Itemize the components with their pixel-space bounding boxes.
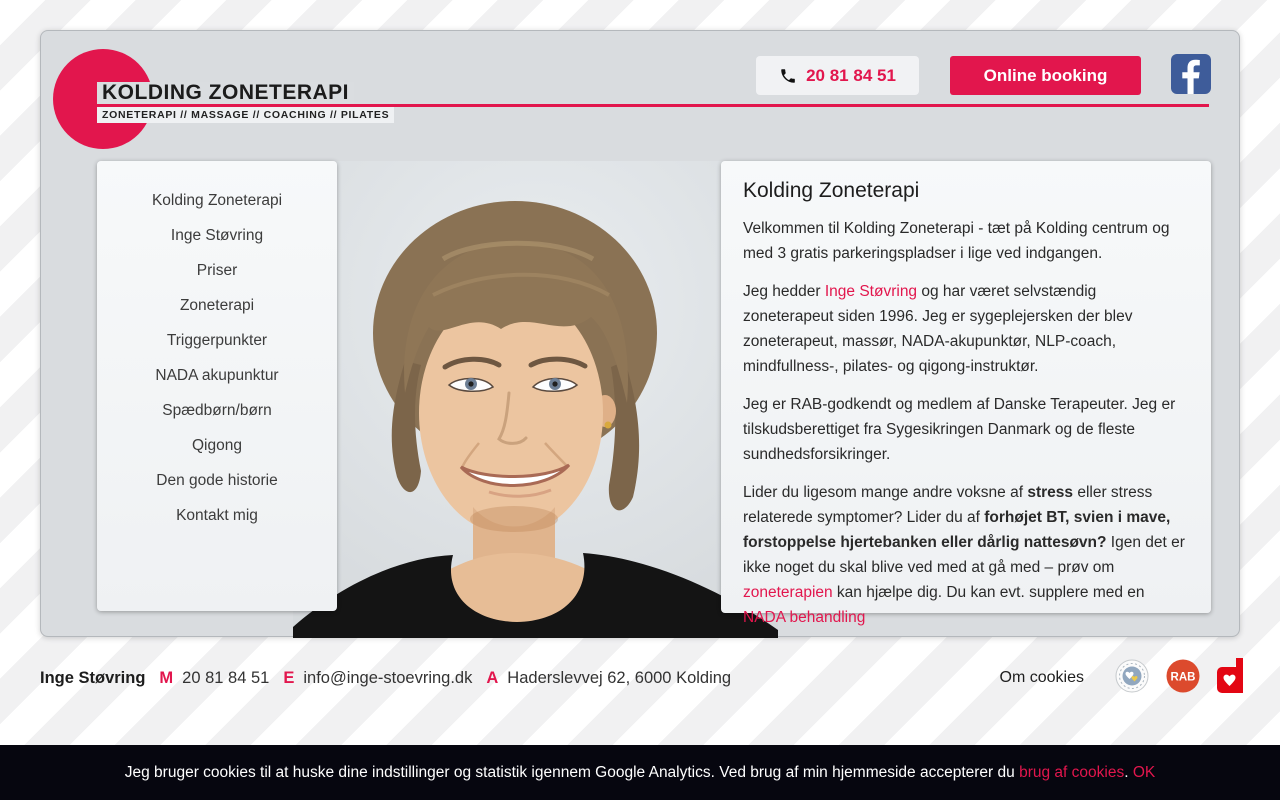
facebook-icon[interactable] xyxy=(1171,54,1211,94)
contact-name: Inge Støvring xyxy=(40,668,146,687)
text-segment: forhøjet BT, svien i mave, forstoppelse hjertebanken eller dårlig nattesøvn? xyxy=(743,509,1171,551)
address-label: A xyxy=(486,668,499,687)
text-segment: Igen det er ikke noget du skal blive ved med at gå med – prøv om xyxy=(743,534,1185,576)
online-booking-button[interactable]: Online booking xyxy=(950,56,1141,95)
text-link[interactable]: brug af cookies xyxy=(1019,763,1125,781)
text-segment: kan hjælpe dig. Du kan evt. supplere med en xyxy=(832,584,1145,601)
text-link[interactable]: NADA behandling xyxy=(743,609,866,626)
om-cookies-link[interactable]: Om cookies xyxy=(999,669,1084,686)
text-link[interactable]: zoneterapien xyxy=(743,584,833,601)
text-segment: Jeg er RAB-godkendt og medlem af Danske Terapeuter. Jeg er tilskudsberettiget fra Sygesikringen Danmark og de fleste sundhedsforsikringer. xyxy=(743,396,1176,463)
page-title: Kolding Zoneterapi xyxy=(743,179,920,202)
address-value: Haderslevvej 62, 6000 Kolding xyxy=(507,668,732,687)
site-logo-subtitle: ZONETERAPI // MASSAGE // COACHING // PILATES xyxy=(97,107,394,123)
text-segment: og har været selvstændig zoneterapeut siden 1996. Jeg er sygeplejersken der blev zoneterapeut, massør, NADA-akupunktør, NLP-coach, mindfullness-, pilates- og qigong-instruktør. xyxy=(743,283,1133,375)
sidebar-menu-item[interactable]: Qigong xyxy=(192,437,242,454)
cookie-banner xyxy=(0,745,1280,800)
text-segment: Lider du ligesom mange andre voksne af xyxy=(743,484,1028,501)
sidebar-menu-item[interactable]: Kontakt mig xyxy=(176,507,258,524)
text-segment: Velkommen til Kolding Zoneterapi - tæt på Kolding centrum og med 3 gratis parkeringspladser i lige ved indgangen. xyxy=(743,220,1170,262)
sidebar-menu-item[interactable]: Den gode historie xyxy=(156,472,278,489)
header-phone-number: 20 81 84 51 xyxy=(806,65,896,85)
contact-address xyxy=(486,669,731,688)
email-label: E xyxy=(283,668,295,687)
sidebar-menu-item[interactable]: Zoneterapi xyxy=(179,297,255,314)
cookie-banner-text xyxy=(125,764,1155,782)
sidebar-menu-item[interactable]: Triggerpunkter xyxy=(166,332,268,349)
email-value[interactable]: info@inge-stoevring.dk xyxy=(303,668,473,687)
text-segment: . xyxy=(1124,763,1133,781)
text-segment: Jeg bruger cookies til at huske dine indstillinger og statistik igennem Google Analytics. Ved brug af min hjemmeside accepterer du xyxy=(124,763,1020,781)
paragraph xyxy=(743,279,1187,379)
mobile-value: 20 81 84 51 xyxy=(182,668,270,687)
phone-icon xyxy=(779,67,797,85)
mobile-label: M xyxy=(159,668,174,687)
text-segment: stress xyxy=(1027,484,1074,501)
content-body xyxy=(743,216,1187,630)
sidebar-menu-item[interactable]: NADA akupunktur xyxy=(155,367,279,384)
paragraph xyxy=(743,216,1187,266)
danske-terapeuter-badge-icon xyxy=(1115,659,1149,698)
sidebar-menu xyxy=(97,161,337,611)
sidebar-menu-item[interactable]: Kolding Zoneterapi xyxy=(151,192,283,209)
site-logo-title[interactable]: KOLDING ZONETERAPI xyxy=(97,82,354,104)
paragraph xyxy=(743,392,1187,467)
footer xyxy=(0,637,1280,745)
main-card xyxy=(40,30,1240,637)
d-heart-logo-icon xyxy=(1217,658,1244,698)
text-link[interactable]: Inge Støvring xyxy=(824,283,918,300)
contact-mobile xyxy=(159,669,269,688)
portrait-photo xyxy=(293,161,778,638)
contact-email xyxy=(283,669,472,688)
text-link[interactable]: OK xyxy=(1132,763,1156,781)
svg-text:RAB: RAB xyxy=(1170,671,1196,683)
sidebar-menu-item[interactable]: Inge Støvring xyxy=(170,227,264,244)
content-panel xyxy=(721,161,1211,626)
rab-badge-icon xyxy=(1166,659,1200,698)
contact-info xyxy=(40,669,731,688)
text-segment: eller stress relaterede symptomer? Lider du af xyxy=(743,484,1153,526)
sidebar-menu-item[interactable]: Spædbørn/børn xyxy=(162,402,272,419)
text-segment: Jeg hedder xyxy=(743,283,825,300)
footer-right xyxy=(1000,658,1244,698)
sidebar-menu-item[interactable]: Priser xyxy=(196,262,238,279)
phone-button[interactable] xyxy=(756,56,919,95)
paragraph xyxy=(743,480,1187,630)
